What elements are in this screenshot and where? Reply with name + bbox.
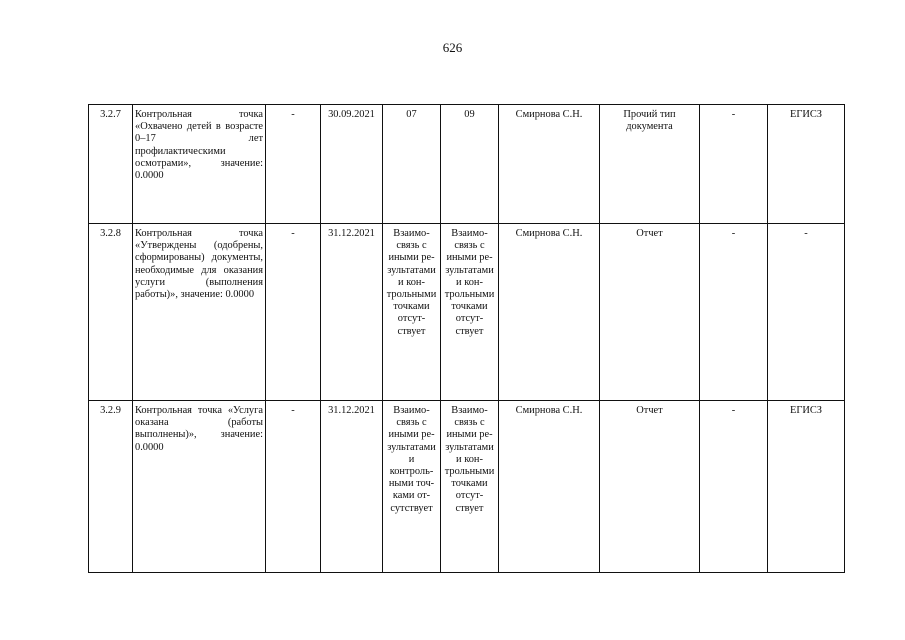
date-cell: 31.12.2021	[321, 401, 383, 573]
dash-cell: -	[266, 105, 321, 224]
control-points-table	[88, 104, 845, 573]
document-type-cell: Отчет	[600, 224, 700, 401]
information-system-cell: ЕГИСЗ	[768, 401, 845, 573]
relation-cell-b: Взаимо- связь с иными ре- зультатами и кон- трольными точками отсут- ствует	[441, 401, 499, 573]
date-cell: 30.09.2021	[321, 105, 383, 224]
control-point-description: Контрольная точка «Услуга оказана (работы выполнены)», значение: 0.0000	[133, 401, 266, 573]
information-system-cell: ЕГИСЗ	[768, 105, 845, 224]
responsible-cell: Смирнова С.Н.	[499, 401, 600, 573]
relation-cell-a: Взаимо- связь с иными ре- зультатами и контроль- ными точ- ками от- сутствует	[383, 401, 441, 573]
relation-cell-a: 07	[383, 105, 441, 224]
dash-cell: -	[700, 105, 768, 224]
relation-cell-a: Взаимо- связь с иными ре- зультатами и кон- трольными точками отсут- ствует	[383, 224, 441, 401]
table-row	[89, 224, 845, 401]
dash-cell: -	[700, 224, 768, 401]
responsible-cell: Смирнова С.Н.	[499, 105, 600, 224]
control-point-description: Контрольная точка «Утверждены (одобрены, сформированы) документы, необходимые для оказания услуги (выполнения работы)», значение: 0.0000	[133, 224, 266, 401]
dash-cell: -	[266, 401, 321, 573]
table-row	[89, 105, 845, 224]
responsible-cell: Смирнова С.Н.	[499, 224, 600, 401]
dash-cell: -	[700, 401, 768, 573]
control-point-description: Контрольная точка «Охвачено детей в возрасте 0–17 лет профилактическими осмотрами», значение: 0.0000	[133, 105, 266, 224]
row-number: 3.2.7	[89, 105, 133, 224]
date-cell: 31.12.2021	[321, 224, 383, 401]
row-number: 3.2.8	[89, 224, 133, 401]
relation-cell-b: Взаимо- связь с иными ре- зультатами и кон- трольными точками отсут- ствует	[441, 224, 499, 401]
table-row	[89, 401, 845, 573]
document-type-cell: Отчет	[600, 401, 700, 573]
document-type-cell: Прочий тип документа	[600, 105, 700, 224]
information-system-cell: -	[768, 224, 845, 401]
relation-cell-b: 09	[441, 105, 499, 224]
dash-cell: -	[266, 224, 321, 401]
page-number: 626	[442, 40, 463, 55]
row-number: 3.2.9	[89, 401, 133, 573]
